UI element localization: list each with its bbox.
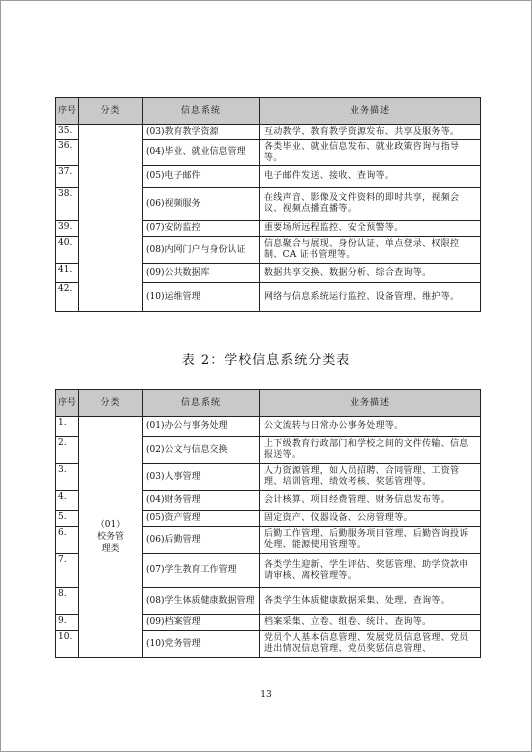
system-name: (01)办公与事务处理 <box>143 417 260 437</box>
business-description: 网络与信息系统运行监控、设备管理、维护等。 <box>260 283 481 312</box>
system-name: (03)人事管理 <box>143 464 260 491</box>
row-number: 42. <box>56 283 79 312</box>
row-number: 7. <box>56 554 79 588</box>
row-number: 38. <box>56 188 79 221</box>
page-number: 13 <box>260 690 272 700</box>
row-number: 36. <box>56 140 79 166</box>
business-description: 数据共享交换、数据分析、综合查询等。 <box>260 264 481 283</box>
system-name: (06)后勤管理 <box>143 527 260 554</box>
table-2-body <box>56 417 481 658</box>
row-number: 2. <box>56 437 79 464</box>
business-description: 后勤工作管理、后勤服务项目管理、后勤咨询投诉处理、能源使用管理等。 <box>260 527 481 554</box>
business-description: 公文流转与日常办公事务处理等。 <box>260 417 481 437</box>
business-description: 会计核算、项目经费管理、财务信息发布等。 <box>260 491 481 511</box>
system-name: (08)学生体质健康数据管理 <box>143 588 260 615</box>
row-number: 10. <box>56 631 79 658</box>
system-name: (07)学生教育工作管理 <box>143 554 260 588</box>
business-description: 电子邮件发送、接收、查询等。 <box>260 166 481 188</box>
business-description: 党员个人基本信息管理、发展党员信息管理、党员进出情况信息管理、党员奖惩信息管理、 <box>260 631 481 658</box>
system-name: (05)电子邮件 <box>143 166 260 188</box>
table-2 <box>55 389 481 658</box>
row-number: 3. <box>56 464 79 491</box>
table-2-header <box>56 390 481 417</box>
system-name: (09)公共数据库 <box>143 264 260 283</box>
system-name: (08)内网门户与身份认证 <box>143 237 260 264</box>
system-name: (06)视频服务 <box>143 188 260 221</box>
system-name: (02)公文与信息交换 <box>143 437 260 464</box>
row-number: 40. <box>56 237 79 264</box>
row-number: 4. <box>56 491 79 511</box>
business-description: 各类学生体质健康数据采集、处理、查询等。 <box>260 588 481 615</box>
category-name: 校务管理类 <box>96 532 124 554</box>
row-number: 1. <box>56 417 79 437</box>
row-number: 5. <box>56 511 79 527</box>
business-description: 在线声音、影像及文件资料的即时共享，视频会议、视频点播直播等。 <box>260 188 481 221</box>
table-row <box>56 125 481 140</box>
system-name: (04)财务管理 <box>143 491 260 511</box>
header-category: 分类 <box>79 98 143 125</box>
table-1-body <box>56 125 481 312</box>
table-1-header <box>56 98 481 125</box>
system-name: (07)安防监控 <box>143 221 260 237</box>
category-code: （01） <box>95 520 126 530</box>
row-number: 9. <box>56 615 79 631</box>
business-description: 上下级教育行政部门和学校之间的文件传输、信息报送等。 <box>260 437 481 464</box>
header-system: 信息系统 <box>143 98 260 125</box>
header-system: 信息系统 <box>143 390 260 417</box>
system-name: (05)资产管理 <box>143 511 260 527</box>
table-1 <box>55 97 481 312</box>
business-description: 人力资源管理，如人员招聘、合同管理、工资管理、培训管理、绩效考核、奖惩管理等。 <box>260 464 481 491</box>
system-name: (10)运维管理 <box>143 283 260 312</box>
category-cell <box>79 125 143 312</box>
system-name: (04)毕业、就业信息管理 <box>143 140 260 166</box>
business-description: 档案采集、立卷、组卷、统计、查询等。 <box>260 615 481 631</box>
row-number: 39. <box>56 221 79 237</box>
table-row <box>56 417 481 437</box>
business-description: 各类学生迎新、学生评估、奖惩管理、助学贷款申请审核、离校管理等。 <box>260 554 481 588</box>
row-number: 6. <box>56 527 79 554</box>
system-name: (03)教育教学资源 <box>143 125 260 140</box>
row-number: 8. <box>56 588 79 615</box>
system-name: (10)党务管理 <box>143 631 260 658</box>
business-description: 互动教学、教育教学资源发布、共享及服务等。 <box>260 125 481 140</box>
business-description: 信息聚合与展现、身份认证、单点登录、权限控制、CA 证书管理等。 <box>260 237 481 264</box>
header-category: 分类 <box>79 390 143 417</box>
header-seq: 序号 <box>56 98 79 125</box>
header-description: 业务描述 <box>260 98 481 125</box>
category-cell <box>79 417 143 658</box>
business-description: 重要场所远程监控、安全预警等。 <box>260 221 481 237</box>
table-2-caption: 表 2：学校信息系统分类表 <box>181 353 351 368</box>
business-description: 固定资产、仪器设备、公房管理等。 <box>260 511 481 527</box>
header-seq: 序号 <box>56 390 79 417</box>
row-number: 35. <box>56 125 79 140</box>
system-name: (09)档案管理 <box>143 615 260 631</box>
business-description: 各类毕业、就业信息发布、就业政策咨询与指导等。 <box>260 140 481 166</box>
header-description: 业务描述 <box>260 390 481 417</box>
row-number: 41. <box>56 264 79 283</box>
row-number: 37. <box>56 166 79 188</box>
